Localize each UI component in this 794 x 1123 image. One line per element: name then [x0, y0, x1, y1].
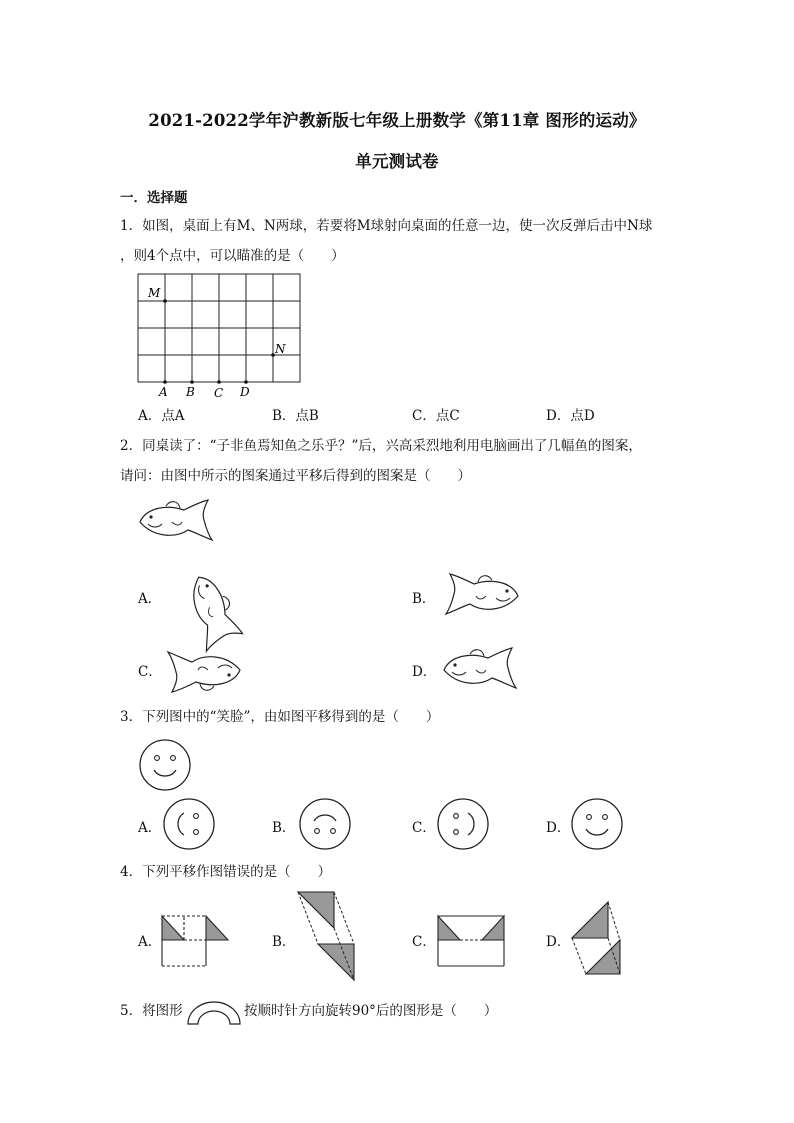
- q2-option-a-fish-image[interactable]: [160, 562, 230, 632]
- q2-option-d-fish-image[interactable]: [440, 648, 526, 694]
- label-M: M: [148, 286, 161, 300]
- question-1-line-2: ，则4个点中，可以瞄准的是（ ）: [120, 248, 345, 264]
- q2-option-a[interactable]: A．: [138, 591, 162, 607]
- q3-option-c[interactable]: C．: [412, 820, 436, 836]
- q3-option-d[interactable]: D．: [546, 820, 571, 836]
- question-2-line-2: 请问：由图中所示的图案通过平移后得到的图案是（ ）: [120, 468, 471, 484]
- point-D-dot: [244, 380, 248, 384]
- question-5-suffix: 按顺时针方向旋转90°后的图形是（ ）: [244, 1003, 498, 1019]
- label-N: N: [275, 342, 286, 356]
- q4-option-b[interactable]: B．: [272, 934, 296, 950]
- point-B-dot: [190, 380, 194, 384]
- question-3-line-1: 3．下列图中的“笑脸”，由如图平移得到的是（ ）: [120, 709, 440, 725]
- q1-option-d[interactable]: D．点D: [546, 408, 595, 424]
- q4-option-a[interactable]: A．: [138, 934, 162, 950]
- q1-option-c[interactable]: C．点C: [412, 408, 460, 424]
- q4-option-b-translation-image[interactable]: [296, 890, 362, 986]
- q3-option-b[interactable]: B．: [272, 820, 296, 836]
- page-title: 2021-2022学年沪教新版七年级上册数学《第11章 图形的运动》: [148, 111, 646, 130]
- q3-option-a[interactable]: A．: [138, 820, 162, 836]
- page-subtitle: 单元测试卷: [355, 152, 439, 171]
- q4-option-c[interactable]: C．: [412, 934, 436, 950]
- arch-shape-image: [186, 1000, 242, 1026]
- q2-option-b-fish-image[interactable]: [440, 574, 526, 620]
- q1-option-a[interactable]: A．点A: [138, 408, 185, 424]
- q3-option-a-smiley-image[interactable]: [162, 797, 216, 851]
- q4-option-a-translation-image[interactable]: [160, 906, 234, 970]
- q2-option-d[interactable]: D．: [412, 664, 437, 680]
- question-5-prefix: 5．将图形: [120, 1003, 183, 1019]
- q2-option-b[interactable]: B．: [412, 591, 436, 607]
- label-A: A: [159, 385, 168, 399]
- question-1-line-1: 1．如图，桌面上有M、N两球，若要将M球射向桌面的任意一边，使一次反弹后击中N球: [120, 218, 653, 234]
- smiley-reference-image: [138, 738, 192, 792]
- label-D: D: [240, 385, 250, 399]
- point-M-dot: [163, 299, 167, 303]
- label-B: B: [186, 385, 195, 399]
- q2-option-c-fish-image[interactable]: [162, 648, 248, 694]
- q3-option-b-smiley-image[interactable]: [298, 797, 352, 851]
- q2-option-c[interactable]: C．: [138, 664, 162, 680]
- billiard-grid-figure: [136, 272, 306, 402]
- point-C-dot: [217, 380, 221, 384]
- point-A-dot: [163, 380, 167, 384]
- q4-option-d-translation-image[interactable]: [568, 900, 628, 978]
- label-C: C: [214, 386, 224, 400]
- q1-option-b[interactable]: B．点B: [272, 408, 319, 424]
- fish-reference-image: [136, 500, 218, 544]
- q4-option-c-translation-image[interactable]: [436, 906, 510, 970]
- q3-option-c-smiley-image[interactable]: [436, 797, 490, 851]
- q3-option-d-smiley-image[interactable]: [570, 797, 624, 851]
- question-2-line-1: 2．同桌读了：“子非鱼焉知鱼之乐乎？”后，兴高采烈地利用电脑画出了几幅鱼的图案，: [120, 438, 642, 454]
- question-4-line-1: 4．下列平移作图错误的是（ ）: [120, 864, 332, 880]
- q4-option-d[interactable]: D．: [546, 934, 571, 950]
- section-heading: 一．选择题: [120, 190, 188, 206]
